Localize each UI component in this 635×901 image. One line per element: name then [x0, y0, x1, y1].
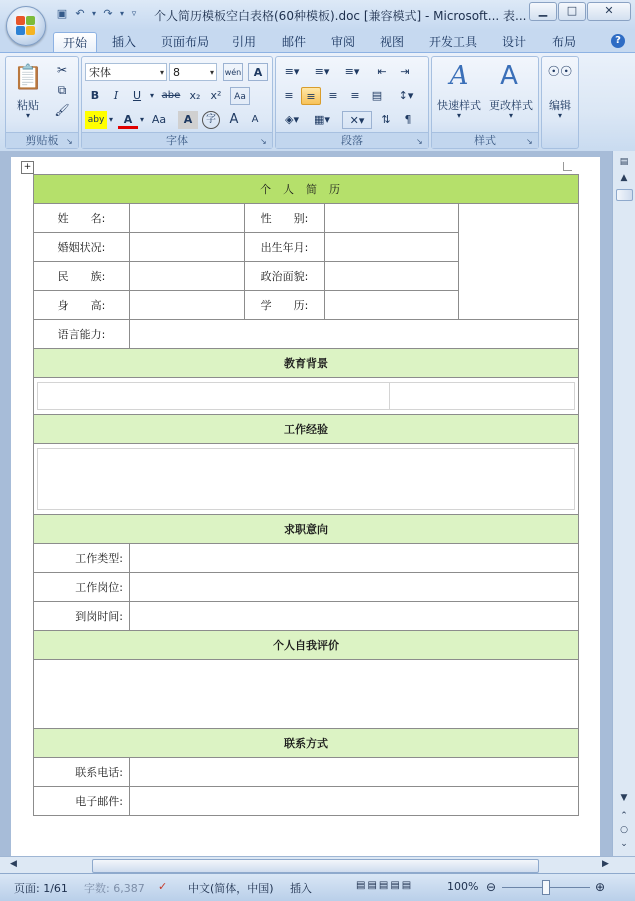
line-spacing-icon[interactable]: ↕▾ — [398, 89, 414, 102]
quick-styles-button[interactable]: 快速样式 — [437, 99, 481, 112]
tab-design[interactable]: 设计 — [501, 35, 526, 49]
clipboard-group-label: 剪贴板 — [6, 132, 78, 148]
font-color-button[interactable]: A — [118, 111, 138, 129]
ribbon — [0, 52, 635, 152]
marital-label: 婚姻状况: — [34, 233, 130, 262]
shading-icon[interactable]: ◈▾ — [285, 113, 299, 126]
font-launcher-icon[interactable]: ↘ — [260, 137, 267, 146]
char-shading-button[interactable]: A — [178, 111, 198, 129]
undo-dropdown-icon[interactable]: ▾ — [91, 9, 96, 18]
resume-title[interactable]: 个人简历 — [34, 175, 579, 204]
borders-icon[interactable]: ▦▾ — [314, 113, 330, 126]
language-label: 语言能力: — [34, 320, 130, 349]
editing-button[interactable]: 编辑 — [549, 99, 571, 112]
bold-button[interactable]: B — [90, 89, 100, 102]
change-case-button[interactable]: Aa — [151, 113, 167, 126]
quick-access-toolbar — [54, 6, 140, 22]
birth-cell[interactable] — [325, 233, 459, 262]
show-marks-icon[interactable]: ¶ — [404, 113, 412, 126]
align-center-icon[interactable]: ≡ — [301, 87, 321, 105]
clipboard-group — [5, 56, 79, 149]
tab-review[interactable]: 审阅 — [330, 35, 355, 49]
table-move-handle-icon[interactable]: + — [21, 161, 34, 174]
self-eval-cell[interactable] — [34, 660, 579, 729]
tab-references[interactable]: 引用 — [231, 35, 256, 49]
education-inner-table[interactable] — [37, 382, 575, 410]
redo-icon[interactable]: ↷ — [103, 7, 113, 20]
quick-styles-icon[interactable]: A — [449, 61, 469, 91]
shrink-font-button[interactable]: A — [251, 114, 259, 125]
office-logo-icon — [16, 16, 36, 36]
office-button[interactable] — [6, 6, 46, 46]
name-label: 姓 名: — [34, 204, 130, 233]
paragraph-group — [275, 56, 429, 149]
numbering-icon[interactable]: ≡▾ — [314, 65, 330, 78]
education-label: 学 历: — [245, 291, 325, 320]
change-styles-icon[interactable]: A — [500, 61, 518, 91]
job-position-cell[interactable] — [130, 573, 579, 602]
underline-dropdown-icon[interactable]: ▾ — [149, 91, 154, 100]
paragraph-launcher-icon[interactable]: ↘ — [416, 137, 423, 146]
work-section-header: 工作经验 — [34, 415, 579, 444]
intent-section-header: 求职意向 — [34, 515, 579, 544]
paragraph-group-label: 段落 — [276, 132, 428, 148]
view-buttons-icon[interactable]: ▤▤▤▤▤ — [356, 880, 414, 891]
language-indicator[interactable]: 中文(简体，中国) — [188, 882, 274, 895]
font-size-select[interactable] — [169, 63, 217, 81]
tab-home[interactable]: 开始 — [53, 32, 97, 53]
change-styles-dropdown-icon[interactable]: ▾ — [508, 111, 513, 120]
styles-group-label: 样式 — [432, 132, 538, 148]
contact-section-header: 联系方式 — [34, 729, 579, 758]
photo-cell[interactable] — [459, 204, 579, 320]
enclose-char-button[interactable]: 字 — [202, 111, 220, 129]
ruler-toggle-icon[interactable]: ▤ — [619, 157, 629, 167]
paste-icon[interactable]: 📋 — [13, 63, 43, 91]
paste-dropdown-icon[interactable]: ▾ — [25, 111, 30, 120]
strikethrough-button[interactable]: abe — [161, 90, 181, 101]
height-cell[interactable] — [130, 291, 245, 320]
scroll-left-icon[interactable]: ◀ — [10, 859, 17, 869]
font-name-value: 宋体 — [89, 66, 111, 79]
proofing-icon[interactable]: ✓ — [158, 880, 168, 893]
undo-icon[interactable]: ↶ — [75, 7, 85, 20]
italic-button[interactable]: I — [113, 89, 119, 102]
redo-dropdown-icon[interactable]: ▾ — [119, 9, 124, 18]
word-count[interactable]: 字数: 6,387 — [84, 882, 145, 895]
zoom-out-icon[interactable]: ⊖ — [486, 880, 497, 894]
change-case-icon[interactable]: Aa — [230, 87, 250, 105]
underline-button[interactable]: U — [132, 89, 142, 102]
subscript-button[interactable]: x₂ — [189, 89, 201, 102]
format-painter-icon[interactable]: 🖌 — [54, 103, 70, 117]
highlight-button[interactable]: aby — [85, 111, 107, 129]
vertical-scroll-thumb[interactable] — [616, 189, 633, 201]
superscript-button[interactable]: x² — [210, 89, 222, 102]
binoculars-icon[interactable]: ☉☉ — [547, 64, 573, 80]
increase-indent-icon[interactable]: ⇥ — [400, 65, 410, 78]
work-section-cell[interactable] — [34, 444, 579, 515]
horizontal-scrollbar[interactable] — [0, 856, 635, 874]
chinese-layout-icon[interactable]: ✕▾ — [342, 111, 372, 129]
email-cell[interactable] — [130, 787, 579, 816]
self-eval-section-header: 个人自我评价 — [34, 631, 579, 660]
align-right-icon[interactable]: ≡ — [328, 89, 338, 102]
education-cell[interactable] — [325, 291, 459, 320]
vertical-scrollbar[interactable] — [612, 151, 635, 856]
ribbon-tabs — [0, 30, 635, 52]
styles-group — [431, 56, 539, 149]
marital-cell[interactable] — [130, 233, 245, 262]
job-type-label: 工作类型: — [34, 544, 130, 573]
job-type-cell[interactable] — [130, 544, 579, 573]
tab-view[interactable]: 视图 — [379, 35, 404, 49]
arrival-time-label: 到岗时间: — [34, 602, 130, 631]
height-label: 身 高: — [34, 291, 130, 320]
gender-label: 性 别: — [245, 204, 325, 233]
clipboard-launcher-icon[interactable]: ↘ — [66, 137, 73, 146]
scroll-up-icon[interactable]: ▲ — [620, 173, 628, 183]
email-label: 电子邮件: — [34, 787, 130, 816]
editing-group — [541, 56, 579, 149]
select-browse-object-icon[interactable]: ○ — [620, 825, 628, 835]
tab-developer[interactable]: 开发工具 — [428, 35, 477, 49]
phone-cell[interactable] — [130, 758, 579, 787]
zoom-slider-thumb[interactable] — [542, 880, 550, 895]
tab-mailings[interactable]: 邮件 — [281, 35, 306, 49]
inner-divider — [389, 383, 390, 409]
chevron-down-icon: ▾ — [209, 68, 214, 77]
zoom-in-icon[interactable]: ⊕ — [595, 880, 606, 894]
customize-qat-icon[interactable]: ▿ — [131, 9, 137, 19]
scroll-right-icon[interactable]: ▶ — [602, 859, 609, 869]
minimize-button[interactable]: ▁ — [529, 2, 557, 21]
status-bar — [0, 873, 635, 901]
education-section-header: 教育背景 — [34, 349, 579, 378]
sort-icon[interactable]: ⇅ — [381, 113, 391, 126]
politics-label: 政治面貌: — [245, 262, 325, 291]
education-section-cell[interactable] — [34, 378, 579, 415]
decrease-indent-icon[interactable]: ⇤ — [377, 65, 387, 78]
font-color-dropdown-icon[interactable]: ▾ — [139, 115, 144, 124]
gender-cell[interactable] — [325, 204, 459, 233]
margin-corner-mark — [563, 162, 572, 171]
ethnic-label: 民 族: — [34, 262, 130, 291]
phone-label: 联系电话: — [34, 758, 130, 787]
change-styles-button[interactable]: 更改样式 — [489, 99, 533, 112]
quick-styles-dropdown-icon[interactable]: ▾ — [456, 111, 461, 120]
name-cell[interactable] — [130, 204, 245, 233]
horizontal-scroll-thumb[interactable] — [92, 859, 539, 873]
page-count[interactable]: 页面: 1/61 — [14, 882, 68, 895]
styles-launcher-icon[interactable]: ↘ — [526, 137, 533, 146]
highlight-dropdown-icon[interactable]: ▾ — [108, 115, 113, 124]
job-position-label: 工作岗位: — [34, 573, 130, 602]
copy-icon[interactable]: ⧉ — [57, 82, 67, 97]
politics-cell[interactable] — [325, 262, 459, 291]
window-controls — [529, 2, 631, 21]
save-icon[interactable]: ▣ — [56, 7, 68, 20]
paste-button[interactable]: 粘贴 — [17, 99, 39, 112]
work-inner-box[interactable] — [37, 448, 575, 510]
distributed-icon[interactable]: ▤ — [371, 89, 383, 102]
close-button[interactable]: ✕ — [587, 2, 631, 21]
font-group — [81, 56, 273, 149]
cut-icon[interactable]: ✂ — [56, 63, 68, 77]
bullets-icon[interactable]: ≡▾ — [284, 65, 300, 78]
next-page-icon[interactable]: ⌄ — [620, 839, 628, 849]
zoom-level[interactable]: 100% — [447, 880, 479, 893]
editing-dropdown-icon[interactable]: ▾ — [557, 111, 562, 120]
justify-icon[interactable]: ≡ — [350, 89, 360, 102]
phonetic-guide-button[interactable]: wén — [223, 63, 243, 81]
clear-formatting-button[interactable]: A — [248, 63, 268, 81]
tab-page-layout[interactable]: 页面布局 — [160, 35, 209, 49]
tab-insert[interactable]: 插入 — [111, 35, 136, 49]
multilevel-list-icon[interactable]: ≡▾ — [344, 65, 360, 78]
birth-label: 出生年月: — [245, 233, 325, 262]
insert-mode[interactable]: 插入 — [290, 882, 312, 895]
scroll-down-icon[interactable]: ▼ — [620, 793, 628, 803]
tab-layout[interactable]: 布局 — [551, 35, 576, 49]
align-left-icon[interactable]: ≡ — [284, 89, 294, 102]
font-name-select[interactable] — [85, 63, 167, 81]
resume-table — [33, 174, 579, 816]
grow-font-button[interactable]: A — [229, 112, 239, 127]
font-size-value: 8 — [173, 66, 180, 79]
window-title: 个人简历模板空白表格(60种模板).doc [兼容模式] - Microsoft... 表... — [154, 9, 527, 23]
font-group-label: 字体 — [82, 132, 272, 148]
previous-page-icon[interactable]: ⌃ — [620, 811, 628, 821]
ethnic-cell[interactable] — [130, 262, 245, 291]
language-cell[interactable] — [130, 320, 579, 349]
maximize-button[interactable]: □ — [558, 2, 586, 21]
arrival-time-cell[interactable] — [130, 602, 579, 631]
title-bar — [0, 0, 635, 30]
chevron-down-icon: ▾ — [159, 68, 164, 77]
help-icon[interactable]: ? — [611, 34, 625, 48]
